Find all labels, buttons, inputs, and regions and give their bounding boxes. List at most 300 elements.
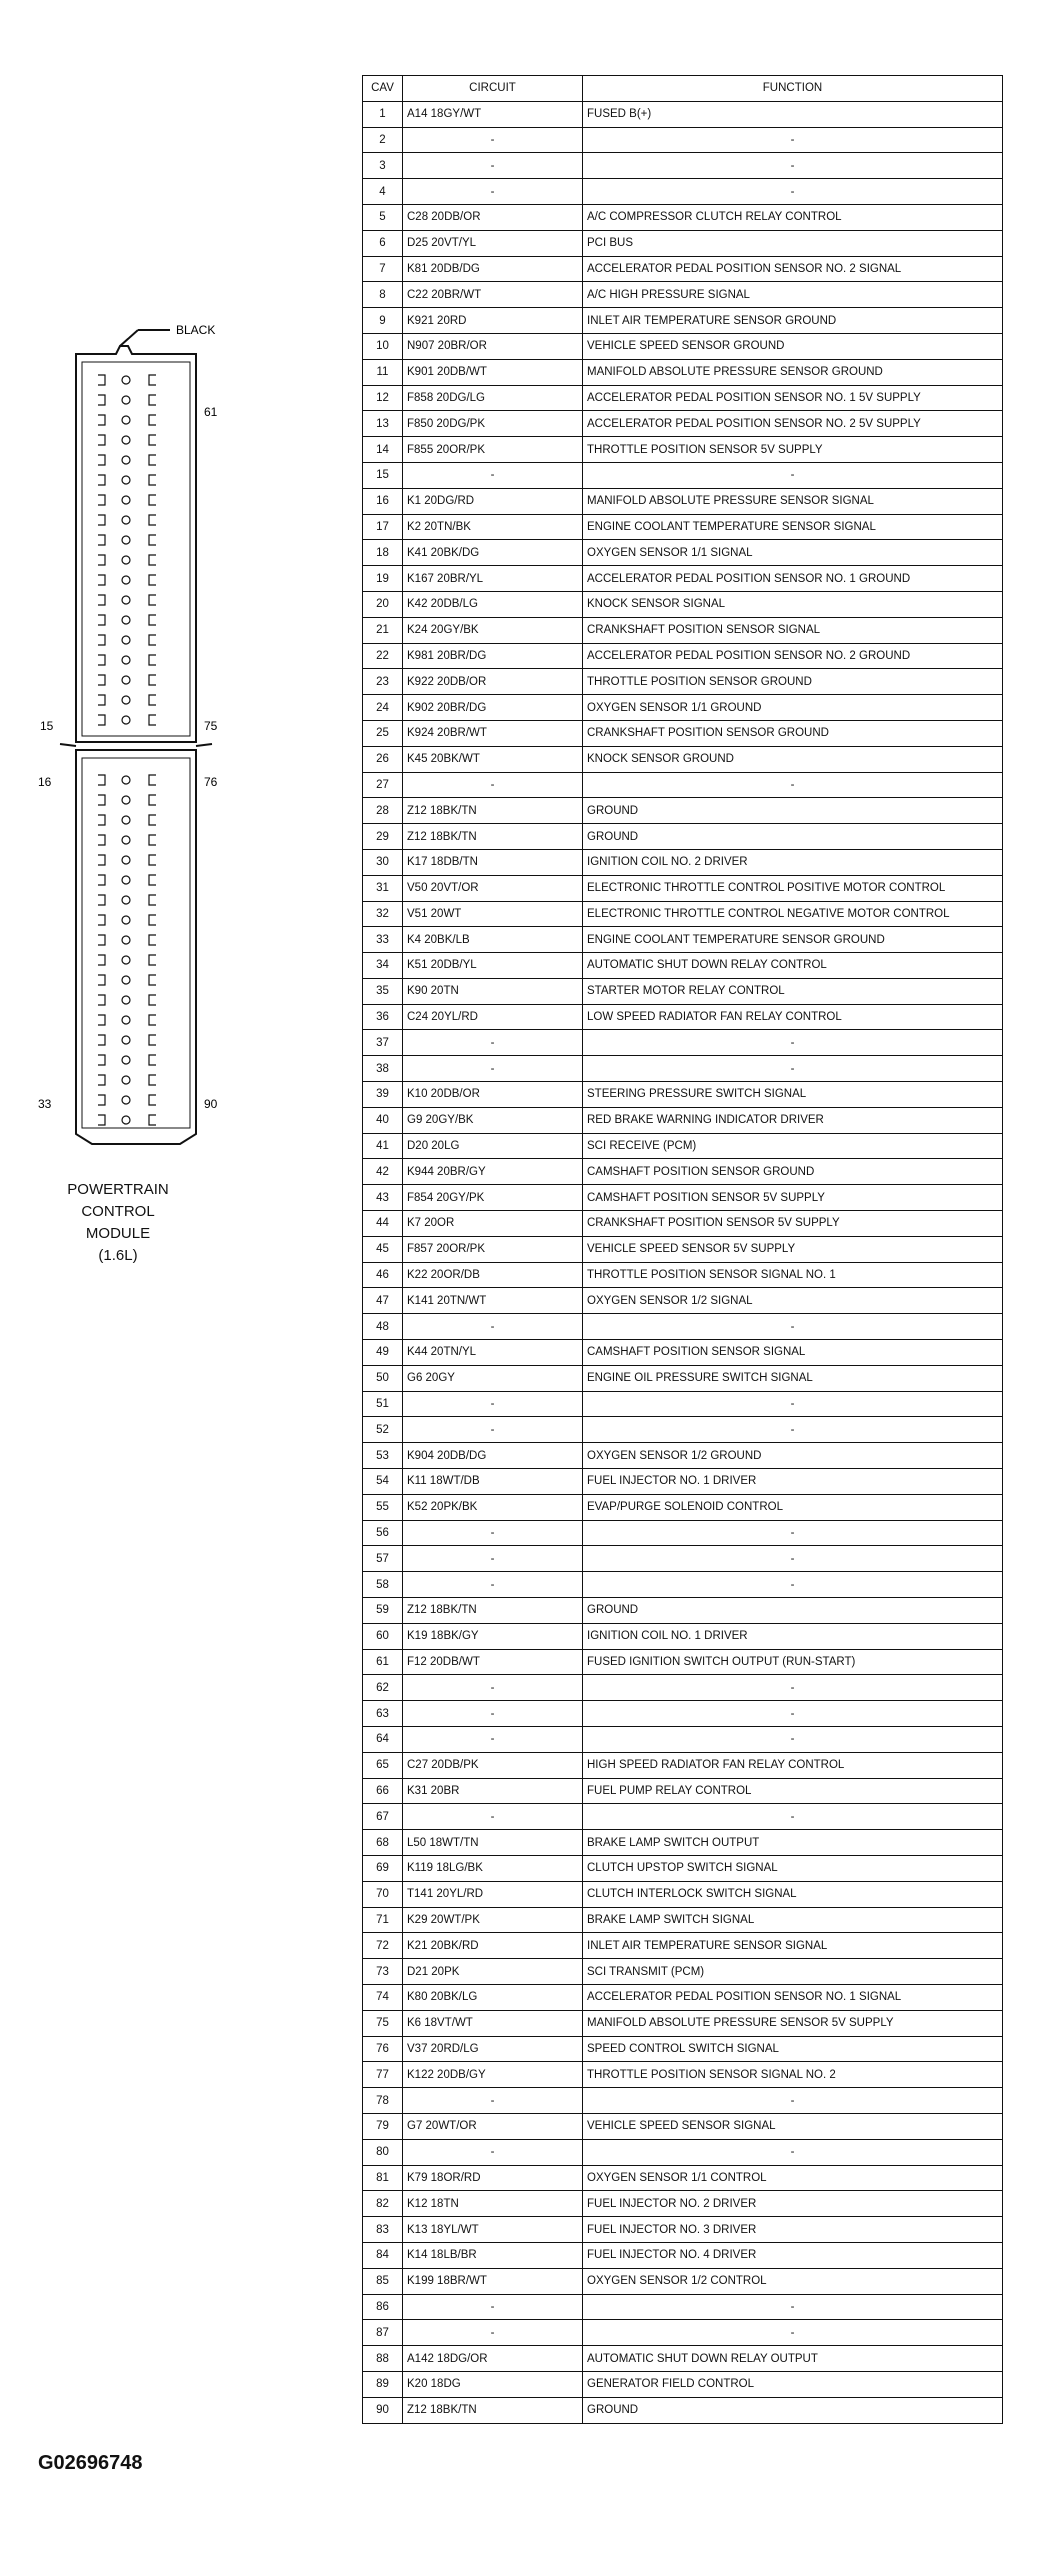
- table-row: [363, 1469, 1003, 1495]
- connector-pin: [149, 1095, 156, 1105]
- table-row: [363, 1675, 1003, 1701]
- cav-cell: 28: [363, 798, 403, 824]
- function-cell: ENGINE OIL PRESSURE SWITCH SIGNAL: [583, 1365, 1003, 1391]
- circuit-cell: K81 20DB/DG: [403, 256, 583, 282]
- function-cell: SCI TRANSMIT (PCM): [583, 1959, 1003, 1985]
- cav-cell: 66: [363, 1778, 403, 1804]
- connector-pin: [98, 915, 105, 925]
- table-row: [363, 1649, 1003, 1675]
- function-cell: STARTER MOTOR RELAY CONTROL: [583, 978, 1003, 1004]
- circuit-cell: -: [403, 127, 583, 153]
- circuit-cell: K44 20TN/YL: [403, 1340, 583, 1366]
- cav-cell: 48: [363, 1314, 403, 1340]
- function-cell: -: [583, 1314, 1003, 1340]
- cav-cell: 70: [363, 1881, 403, 1907]
- table-row: [363, 953, 1003, 979]
- function-cell: CRANKSHAFT POSITION SENSOR SIGNAL: [583, 617, 1003, 643]
- cav-cell: 53: [363, 1443, 403, 1469]
- connector-pin: [149, 475, 156, 485]
- table-row: [363, 1107, 1003, 1133]
- function-cell: THROTTLE POSITION SENSOR SIGNAL NO. 1: [583, 1262, 1003, 1288]
- table-row: [363, 1598, 1003, 1624]
- table-row: [363, 2062, 1003, 2088]
- circuit-cell: -: [403, 462, 583, 488]
- connector-pin: [98, 475, 105, 485]
- function-cell: THROTTLE POSITION SENSOR 5V SUPPLY: [583, 437, 1003, 463]
- cav-cell: 24: [363, 695, 403, 721]
- cav-cell: 83: [363, 2217, 403, 2243]
- connector-pin: [98, 775, 105, 785]
- function-cell: VEHICLE SPEED SENSOR 5V SUPPLY: [583, 1236, 1003, 1262]
- table-row: [363, 1830, 1003, 1856]
- connector-pin: [149, 655, 156, 665]
- table-row: [363, 153, 1003, 179]
- circuit-cell: F858 20DG/LG: [403, 385, 583, 411]
- table-row: [363, 1804, 1003, 1830]
- table-row: [363, 746, 1003, 772]
- circuit-cell: Z12 18BK/TN: [403, 1598, 583, 1624]
- function-cell: FUEL INJECTOR NO. 1 DRIVER: [583, 1469, 1003, 1495]
- table-row: [363, 462, 1003, 488]
- table-row: [363, 308, 1003, 334]
- table-row: [363, 643, 1003, 669]
- cav-cell: 89: [363, 2371, 403, 2397]
- cav-cell: 90: [363, 2397, 403, 2423]
- connector-pin: [122, 656, 130, 664]
- table-row: [363, 1340, 1003, 1366]
- connector-pin: [149, 435, 156, 445]
- cav-cell: 59: [363, 1598, 403, 1624]
- function-cell: LOW SPEED RADIATOR FAN RELAY CONTROL: [583, 1004, 1003, 1030]
- table-row: [363, 1056, 1003, 1082]
- circuit-cell: L50 18WT/TN: [403, 1830, 583, 1856]
- cav-cell: 18: [363, 540, 403, 566]
- pin-label-75: 75: [204, 719, 218, 733]
- table-row: [363, 282, 1003, 308]
- cav-cell: 80: [363, 2139, 403, 2165]
- function-cell: ACCELERATOR PEDAL POSITION SENSOR NO. 2 SIGNAL: [583, 256, 1003, 282]
- table-row: [363, 1778, 1003, 1804]
- function-cell: OXYGEN SENSOR 1/1 CONTROL: [583, 2165, 1003, 2191]
- connector-pin: [149, 795, 156, 805]
- table-row: [363, 204, 1003, 230]
- function-cell: CRANKSHAFT POSITION SENSOR GROUND: [583, 720, 1003, 746]
- cav-cell: 1: [363, 101, 403, 127]
- connector-pin: [149, 995, 156, 1005]
- connector-pin: [149, 635, 156, 645]
- table-row: [363, 1030, 1003, 1056]
- function-cell: A/C COMPRESSOR CLUTCH RELAY CONTROL: [583, 204, 1003, 230]
- function-cell: KNOCK SENSOR SIGNAL: [583, 591, 1003, 617]
- circuit-cell: K922 20DB/OR: [403, 669, 583, 695]
- circuit-cell: Z12 18BK/TN: [403, 824, 583, 850]
- function-cell: BRAKE LAMP SWITCH SIGNAL: [583, 1907, 1003, 1933]
- circuit-cell: K167 20BR/YL: [403, 566, 583, 592]
- cav-cell: 40: [363, 1107, 403, 1133]
- function-cell: -: [583, 1417, 1003, 1443]
- cav-cell: 14: [363, 437, 403, 463]
- cav-cell: 88: [363, 2346, 403, 2372]
- circuit-cell: K29 20WT/PK: [403, 1907, 583, 1933]
- function-cell: VEHICLE SPEED SENSOR GROUND: [583, 333, 1003, 359]
- connector-pin: [98, 1035, 105, 1045]
- cav-cell: 31: [363, 875, 403, 901]
- table-row: [363, 1391, 1003, 1417]
- cav-cell: 16: [363, 488, 403, 514]
- circuit-cell: K14 18LB/BR: [403, 2242, 583, 2268]
- connector-pin: [149, 455, 156, 465]
- connector-pin: [149, 955, 156, 965]
- pin-grid-upper: [98, 375, 156, 725]
- table-row: [363, 1984, 1003, 2010]
- cav-cell: 6: [363, 230, 403, 256]
- cav-cell: 44: [363, 1211, 403, 1237]
- pin-label-15: 15: [40, 719, 54, 733]
- table-row: [363, 1752, 1003, 1778]
- connector-pin: [149, 395, 156, 405]
- connector-pin: [149, 495, 156, 505]
- circuit-cell: K24 20GY/BK: [403, 617, 583, 643]
- function-cell: INLET AIR TEMPERATURE SENSOR GROUND: [583, 308, 1003, 334]
- cav-cell: 81: [363, 2165, 403, 2191]
- cav-cell: 51: [363, 1391, 403, 1417]
- table-row: [363, 927, 1003, 953]
- function-cell: EVAP/PURGE SOLENOID CONTROL: [583, 1494, 1003, 1520]
- connector-pin: [122, 576, 130, 584]
- table-row: [363, 901, 1003, 927]
- circuit-cell: D25 20VT/YL: [403, 230, 583, 256]
- connector-pin: [122, 636, 130, 644]
- cav-cell: 21: [363, 617, 403, 643]
- circuit-cell: -: [403, 2320, 583, 2346]
- connector-outline: [60, 346, 212, 1144]
- circuit-cell: G7 20WT/OR: [403, 2113, 583, 2139]
- connector-pin: [149, 595, 156, 605]
- connector-pin: [98, 455, 105, 465]
- circuit-cell: K21 20BK/RD: [403, 1933, 583, 1959]
- table-header-row: [363, 76, 1003, 102]
- connector-pin: [122, 556, 130, 564]
- cav-cell: 68: [363, 1830, 403, 1856]
- cav-cell: 13: [363, 411, 403, 437]
- table-row: [363, 1443, 1003, 1469]
- circuit-cell: F855 20OR/PK: [403, 437, 583, 463]
- cav-cell: 86: [363, 2294, 403, 2320]
- function-cell: STEERING PRESSURE SWITCH SIGNAL: [583, 1082, 1003, 1108]
- connector-pin: [98, 895, 105, 905]
- table-row: [363, 1959, 1003, 1985]
- cav-cell: 32: [363, 901, 403, 927]
- connector-pin: [98, 815, 105, 825]
- cav-cell: 63: [363, 1701, 403, 1727]
- circuit-cell: K90 20TN: [403, 978, 583, 1004]
- circuit-cell: K11 18WT/DB: [403, 1469, 583, 1495]
- cav-cell: 12: [363, 385, 403, 411]
- cav-cell: 41: [363, 1133, 403, 1159]
- circuit-cell: K122 20DB/GY: [403, 2062, 583, 2088]
- function-cell: CAMSHAFT POSITION SENSOR SIGNAL: [583, 1340, 1003, 1366]
- circuit-cell: K80 20BK/LG: [403, 1984, 583, 2010]
- function-cell: CAMSHAFT POSITION SENSOR 5V SUPPLY: [583, 1185, 1003, 1211]
- cav-cell: 58: [363, 1572, 403, 1598]
- table-row: [363, 1494, 1003, 1520]
- connector-pin: [98, 835, 105, 845]
- connector-pin: [98, 795, 105, 805]
- connector-pin: [98, 1075, 105, 1085]
- cav-cell: 85: [363, 2268, 403, 2294]
- circuit-cell: -: [403, 2139, 583, 2165]
- table-row: [363, 2242, 1003, 2268]
- function-cell: CRANKSHAFT POSITION SENSOR 5V SUPPLY: [583, 1211, 1003, 1237]
- pin-grid-lower: [98, 775, 156, 1125]
- table-row: [363, 1082, 1003, 1108]
- connector-pin: [122, 1076, 130, 1084]
- table-row: [363, 101, 1003, 127]
- circuit-cell: K904 20DB/DG: [403, 1443, 583, 1469]
- module-name-line-3: MODULE: [85, 1225, 151, 1242]
- circuit-cell: -: [403, 179, 583, 205]
- connector-pin: [149, 855, 156, 865]
- figure-id: G02696748: [38, 2452, 143, 2474]
- circuit-cell: -: [403, 1314, 583, 1340]
- circuit-cell: F854 20GY/PK: [403, 1185, 583, 1211]
- connector-pin: [122, 536, 130, 544]
- cav-cell: 42: [363, 1159, 403, 1185]
- circuit-cell: K902 20BR/DG: [403, 695, 583, 721]
- connector-pin: [122, 1096, 130, 1104]
- table-row: [363, 2088, 1003, 2114]
- function-cell: OXYGEN SENSOR 1/2 CONTROL: [583, 2268, 1003, 2294]
- table-row: [363, 798, 1003, 824]
- connector-pin: [98, 675, 105, 685]
- table-row: [363, 617, 1003, 643]
- connector-pin: [149, 1075, 156, 1085]
- connector-pin: [122, 996, 130, 1004]
- circuit-cell: -: [403, 2294, 583, 2320]
- table-row: [363, 1623, 1003, 1649]
- connector-pin: [149, 695, 156, 705]
- function-cell: VEHICLE SPEED SENSOR SIGNAL: [583, 2113, 1003, 2139]
- connector-pin: [149, 935, 156, 945]
- circuit-cell: K17 18DB/TN: [403, 849, 583, 875]
- cav-cell: 3: [363, 153, 403, 179]
- connector-pin: [122, 796, 130, 804]
- circuit-cell: K199 18BR/WT: [403, 2268, 583, 2294]
- connector-pin: [98, 855, 105, 865]
- table-row: [363, 1520, 1003, 1546]
- connector-pin: [149, 715, 156, 725]
- connector-pin: [98, 495, 105, 505]
- connector-pin: [122, 496, 130, 504]
- circuit-cell: G6 20GY: [403, 1365, 583, 1391]
- connector-pin: [122, 936, 130, 944]
- function-cell: -: [583, 153, 1003, 179]
- connector-pin: [98, 955, 105, 965]
- connector-diagram: [20, 318, 220, 1160]
- function-cell: HIGH SPEED RADIATOR FAN RELAY CONTROL: [583, 1752, 1003, 1778]
- connector-pin: [122, 976, 130, 984]
- circuit-cell: K45 20BK/WT: [403, 746, 583, 772]
- function-cell: GROUND: [583, 824, 1003, 850]
- function-cell: -: [583, 1520, 1003, 1546]
- cav-cell: 62: [363, 1675, 403, 1701]
- connector-pin: [122, 676, 130, 684]
- cav-cell: 57: [363, 1546, 403, 1572]
- cav-cell: 54: [363, 1469, 403, 1495]
- table-row: [363, 1417, 1003, 1443]
- connector-pin: [122, 716, 130, 724]
- cav-cell: 34: [363, 953, 403, 979]
- function-cell: -: [583, 2320, 1003, 2346]
- circuit-cell: K921 20RD: [403, 308, 583, 334]
- function-cell: ENGINE COOLANT TEMPERATURE SENSOR SIGNAL: [583, 514, 1003, 540]
- function-cell: MANIFOLD ABSOLUTE PRESSURE SENSOR 5V SUPPLY: [583, 2010, 1003, 2036]
- table-row: [363, 256, 1003, 282]
- circuit-cell: K141 20TN/WT: [403, 1288, 583, 1314]
- function-cell: -: [583, 1675, 1003, 1701]
- cav-cell: 67: [363, 1804, 403, 1830]
- function-cell: -: [583, 1056, 1003, 1082]
- connector-pin: [98, 935, 105, 945]
- cav-cell: 27: [363, 772, 403, 798]
- cav-cell: 37: [363, 1030, 403, 1056]
- connector-pin: [98, 375, 105, 385]
- circuit-cell: K19 18BK/GY: [403, 1623, 583, 1649]
- table-row: [363, 411, 1003, 437]
- connector-pin: [98, 1055, 105, 1065]
- table-row: [363, 2113, 1003, 2139]
- function-cell: FUEL INJECTOR NO. 3 DRIVER: [583, 2217, 1003, 2243]
- table-row: [363, 669, 1003, 695]
- connector-pin: [122, 396, 130, 404]
- function-cell: -: [583, 1391, 1003, 1417]
- function-cell: FUEL INJECTOR NO. 2 DRIVER: [583, 2191, 1003, 2217]
- circuit-cell: K42 20DB/LG: [403, 591, 583, 617]
- circuit-cell: -: [403, 1030, 583, 1056]
- cav-cell: 20: [363, 591, 403, 617]
- connector-pin: [149, 555, 156, 565]
- circuit-cell: K31 20BR: [403, 1778, 583, 1804]
- circuit-cell: V37 20RD/LG: [403, 2036, 583, 2062]
- circuit-cell: K7 20OR: [403, 1211, 583, 1237]
- table-row: [363, 333, 1003, 359]
- circuit-cell: K79 18OR/RD: [403, 2165, 583, 2191]
- cav-cell: 2: [363, 127, 403, 153]
- circuit-cell: K119 18LG/BK: [403, 1855, 583, 1881]
- function-cell: AUTOMATIC SHUT DOWN RELAY OUTPUT: [583, 2346, 1003, 2372]
- function-cell: IGNITION COIL NO. 1 DRIVER: [583, 1623, 1003, 1649]
- connector-pin: [98, 515, 105, 525]
- header-circuit: CIRCUIT: [403, 76, 583, 102]
- cav-cell: 35: [363, 978, 403, 1004]
- pin-label-16: 16: [38, 775, 52, 789]
- function-cell: ACCELERATOR PEDAL POSITION SENSOR NO. 1 GROUND: [583, 566, 1003, 592]
- connector-pin: [149, 975, 156, 985]
- connector-pin: [122, 436, 130, 444]
- cav-cell: 75: [363, 2010, 403, 2036]
- circuit-cell: -: [403, 1675, 583, 1701]
- cav-cell: 55: [363, 1494, 403, 1520]
- function-cell: GROUND: [583, 1598, 1003, 1624]
- function-cell: ENGINE COOLANT TEMPERATURE SENSOR GROUND: [583, 927, 1003, 953]
- circuit-cell: K10 20DB/OR: [403, 1082, 583, 1108]
- function-cell: ELECTRONIC THROTTLE CONTROL POSITIVE MOTOR CONTROL: [583, 875, 1003, 901]
- cav-cell: 74: [363, 1984, 403, 2010]
- connector-pin: [149, 835, 156, 845]
- table-row: [363, 1572, 1003, 1598]
- module-name-line-2: CONTROL: [81, 1203, 155, 1220]
- cav-cell: 19: [363, 566, 403, 592]
- table-row: [363, 978, 1003, 1004]
- cav-cell: 77: [363, 2062, 403, 2088]
- cav-cell: 23: [363, 669, 403, 695]
- connector-pin: [122, 416, 130, 424]
- circuit-cell: -: [403, 1391, 583, 1417]
- connector-pin: [122, 376, 130, 384]
- connector-pin: [122, 596, 130, 604]
- circuit-cell: D21 20PK: [403, 1959, 583, 1985]
- table-row: [363, 359, 1003, 385]
- circuit-cell: K12 18TN: [403, 2191, 583, 2217]
- connector-pin: [149, 375, 156, 385]
- function-cell: CAMSHAFT POSITION SENSOR GROUND: [583, 1159, 1003, 1185]
- cav-cell: 15: [363, 462, 403, 488]
- table-row: [363, 1727, 1003, 1753]
- pin-label-33: 33: [38, 1097, 52, 1111]
- connector-pin: [98, 695, 105, 705]
- table-row: [363, 2320, 1003, 2346]
- table-row: [363, 1907, 1003, 1933]
- connector-color-label: BLACK: [176, 323, 216, 337]
- circuit-cell: F857 20OR/PK: [403, 1236, 583, 1262]
- connector-pin: [98, 435, 105, 445]
- circuit-cell: -: [403, 153, 583, 179]
- function-cell: CLUTCH UPSTOP SWITCH SIGNAL: [583, 1855, 1003, 1881]
- function-cell: MANIFOLD ABSOLUTE PRESSURE SENSOR GROUND: [583, 359, 1003, 385]
- table-row: [363, 2217, 1003, 2243]
- function-cell: OXYGEN SENSOR 1/1 SIGNAL: [583, 540, 1003, 566]
- cav-cell: 8: [363, 282, 403, 308]
- circuit-cell: C28 20DB/OR: [403, 204, 583, 230]
- circuit-cell: T141 20YL/RD: [403, 1881, 583, 1907]
- table-row: [363, 2165, 1003, 2191]
- function-cell: AUTOMATIC SHUT DOWN RELAY CONTROL: [583, 953, 1003, 979]
- circuit-cell: C24 20YL/RD: [403, 1004, 583, 1030]
- circuit-cell: F850 20DG/PK: [403, 411, 583, 437]
- connector-pin: [149, 1055, 156, 1065]
- table-row: [363, 1701, 1003, 1727]
- cav-cell: 25: [363, 720, 403, 746]
- connector-pin: [122, 776, 130, 784]
- connector-pin: [149, 1035, 156, 1045]
- function-cell: OXYGEN SENSOR 1/2 GROUND: [583, 1443, 1003, 1469]
- table-row: [363, 2371, 1003, 2397]
- cav-cell: 30: [363, 849, 403, 875]
- cav-cell: 26: [363, 746, 403, 772]
- pin-label-90: 90: [204, 1097, 218, 1111]
- circuit-cell: A142 18DG/OR: [403, 2346, 583, 2372]
- connector-pin: [98, 535, 105, 545]
- connector-pin: [122, 1116, 130, 1124]
- module-name-line-1: POWERTRAIN: [67, 1181, 169, 1198]
- circuit-cell: K924 20BR/WT: [403, 720, 583, 746]
- cav-cell: 65: [363, 1752, 403, 1778]
- cav-cell: 9: [363, 308, 403, 334]
- connector-pin: [122, 876, 130, 884]
- cav-cell: 4: [363, 179, 403, 205]
- table-row: [363, 1933, 1003, 1959]
- table-row: [363, 514, 1003, 540]
